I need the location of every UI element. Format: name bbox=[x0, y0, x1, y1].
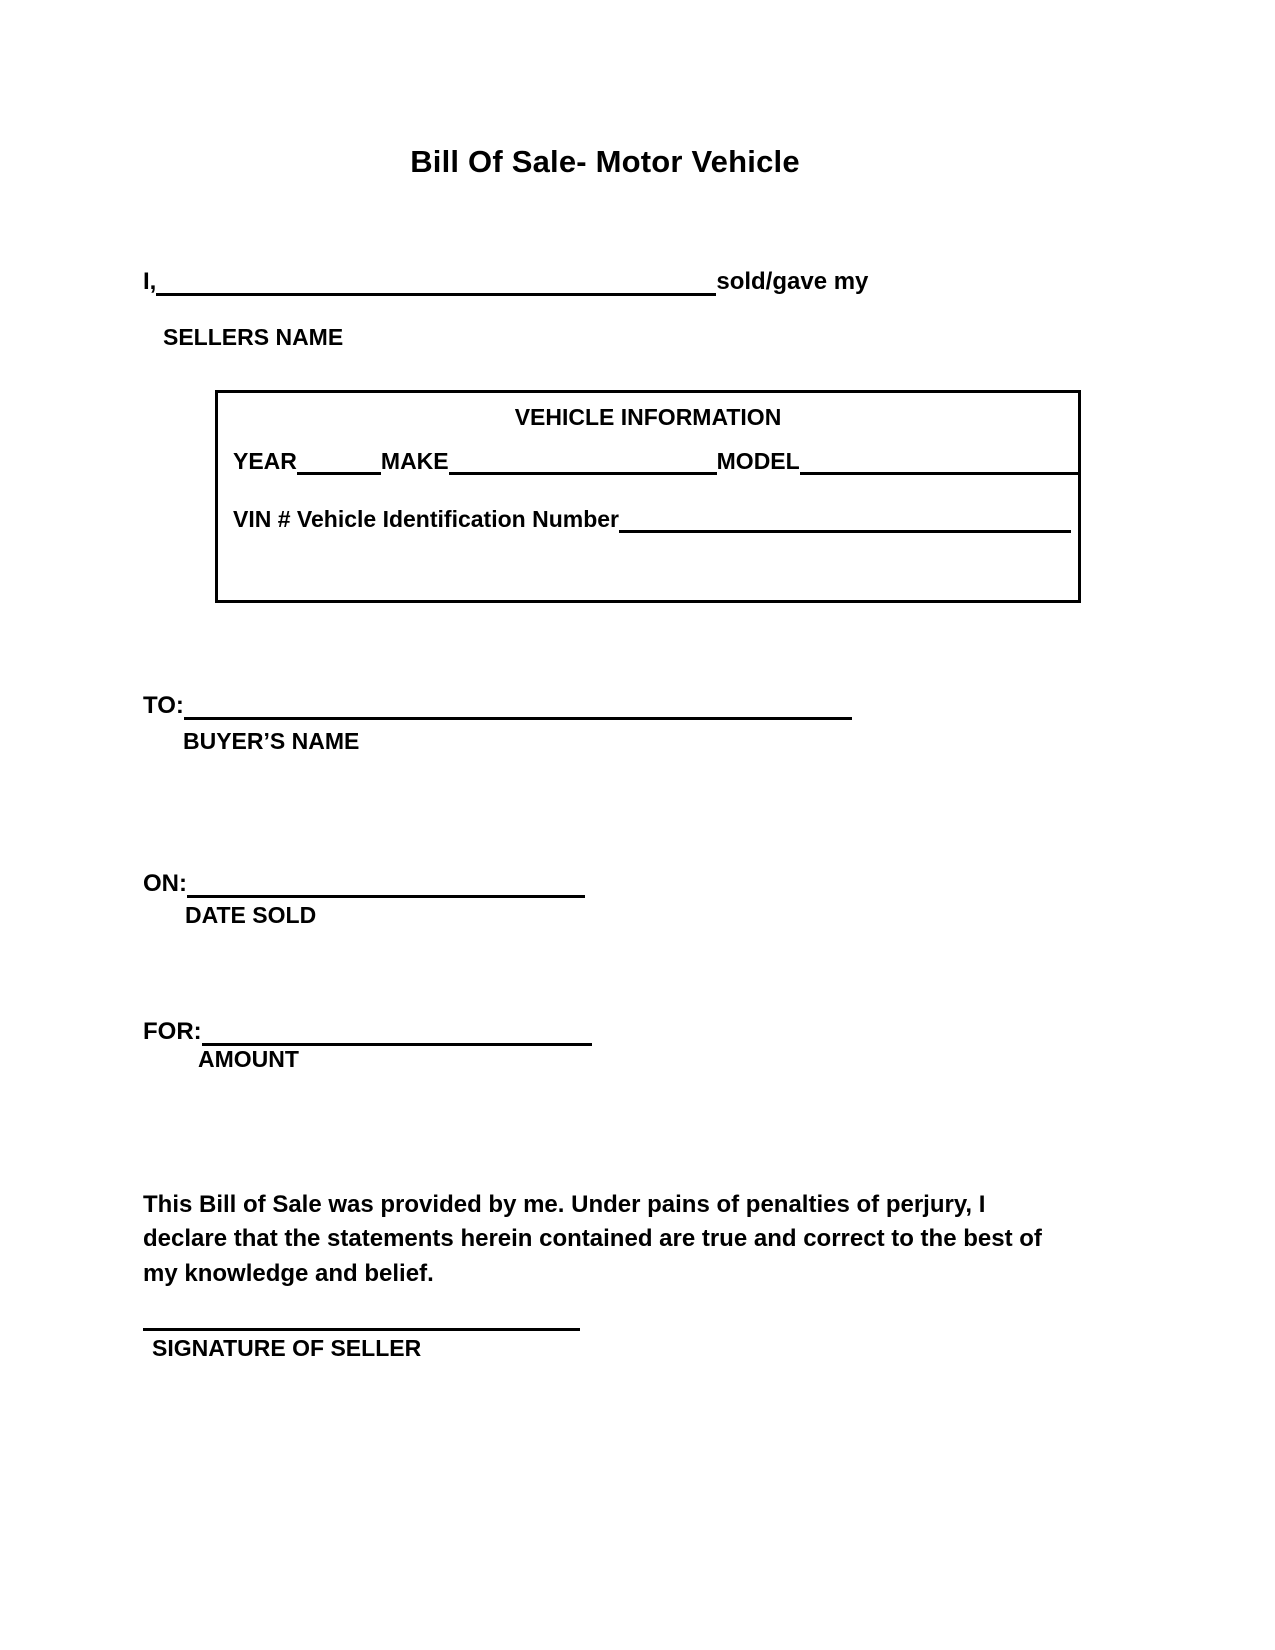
buyer-name-blank bbox=[184, 717, 852, 720]
model-label: MODEL bbox=[716, 448, 800, 474]
make-label: MAKE bbox=[380, 448, 449, 474]
on-line bbox=[143, 870, 585, 898]
vehicle-information-heading: VEHICLE INFORMATION bbox=[514, 404, 782, 430]
buyers-name-label: BUYER’S NAME bbox=[183, 728, 360, 754]
vin-blank bbox=[619, 530, 1071, 533]
document-title: Bill Of Sale- Motor Vehicle bbox=[410, 144, 800, 179]
make-blank bbox=[449, 472, 717, 475]
seller-line-prefix: I, bbox=[143, 268, 157, 295]
declaration-paragraph: This Bill of Sale was provided by me. Under pains of penalties of perjury, I declare that the statements herein contained are true and correct to the best of my knowledge and belief. bbox=[143, 1191, 1042, 1287]
signature-of-seller-label: SIGNATURE OF SELLER bbox=[152, 1335, 422, 1361]
amount-label: AMOUNT bbox=[198, 1046, 299, 1072]
year-label: YEAR bbox=[233, 448, 297, 474]
vehicle-vin-row bbox=[233, 506, 1071, 533]
seller-line-suffix: sold/gave my bbox=[716, 268, 869, 295]
for-label: FOR: bbox=[143, 1018, 202, 1045]
date-sold-label: DATE SOLD bbox=[185, 902, 317, 928]
date-sold-blank bbox=[187, 895, 585, 898]
model-blank bbox=[800, 472, 1080, 475]
for-line bbox=[143, 1018, 592, 1046]
sellers-name-label: SELLERS NAME bbox=[163, 324, 344, 350]
seller-signature-blank bbox=[143, 1300, 580, 1331]
to-line bbox=[143, 692, 852, 720]
to-label: TO: bbox=[143, 692, 184, 719]
on-label: ON: bbox=[143, 870, 187, 897]
seller-name-blank bbox=[156, 293, 716, 296]
vin-label: VIN # Vehicle Identification Number bbox=[233, 506, 619, 532]
vehicle-year-make-model-row bbox=[233, 448, 1080, 475]
vehicle-information-box bbox=[215, 390, 1081, 603]
seller-line bbox=[143, 268, 868, 296]
year-blank bbox=[297, 472, 381, 475]
